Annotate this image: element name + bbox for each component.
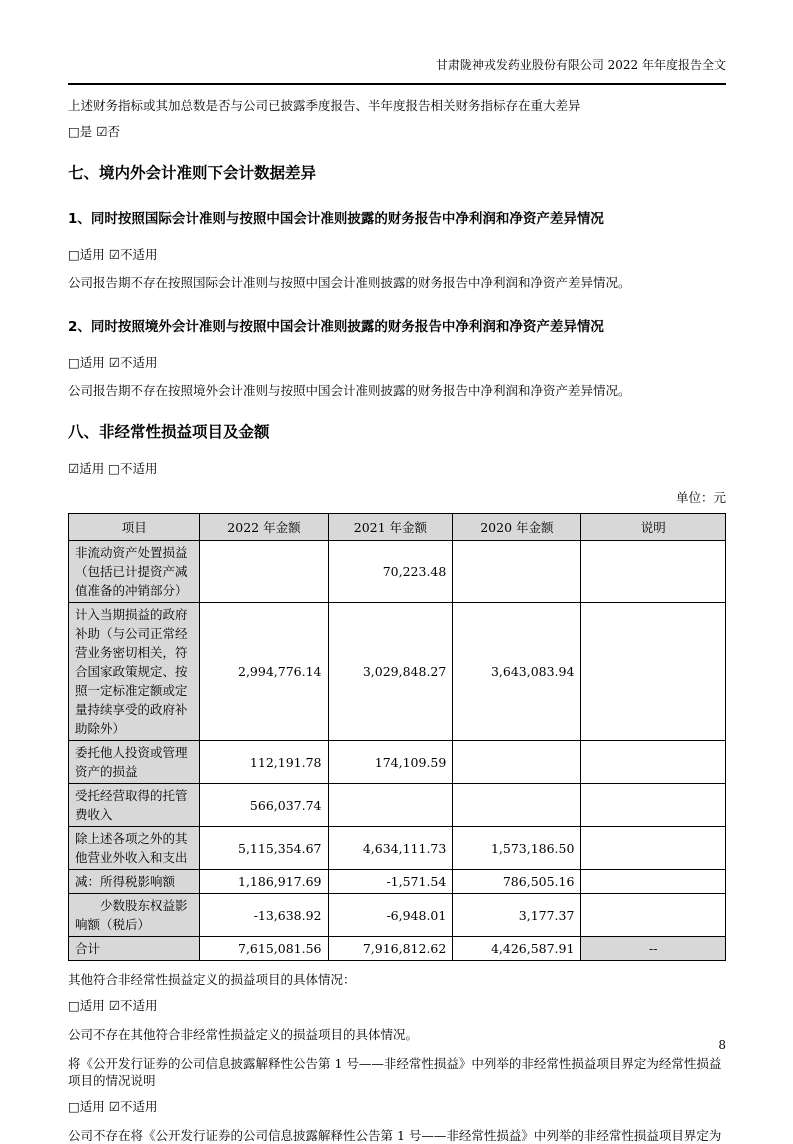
indicator-difference-question: 上述财务指标或其加总数是否与公司已披露季度报告、半年度报告相关财务指标存在重大差异 [68, 98, 581, 113]
amount-cell [453, 541, 581, 603]
amount-cell: 7,615,081.56 [200, 937, 328, 961]
amount-cell: 70,223.48 [328, 541, 453, 603]
unit-label: 单位：元 [675, 490, 726, 505]
page-header [68, 0, 726, 85]
other-items-note: 公司不存在其他符合非经常性损益定义的损益项目的具体情况。 [68, 1027, 419, 1042]
table-total-row [69, 937, 726, 961]
total-note-cell: -- [581, 937, 726, 961]
amount-cell: 3,643,083.94 [453, 603, 581, 741]
section7-sub2-note: 公司报告期不存在按照境外会计准则与按照中国会计准则披露的财务报告中净利润和净资产差异情况。 [68, 383, 631, 398]
header-cell-2020: 2020 年金额 [453, 514, 581, 541]
section7-sub2-heading: 2、同时按照境外会计准则与按照中国会计准则披露的财务报告中净利润和净资产差异情况 [68, 319, 604, 335]
amount-cell: 786,505.16 [453, 870, 581, 894]
amount-cell: -13,638.92 [200, 894, 328, 937]
amount-cell: 112,191.78 [200, 741, 328, 784]
other-items-label: 其他符合非经常性损益定义的损益项目的具体情况： [68, 972, 356, 987]
header-cell-2022: 2022 年金额 [200, 514, 328, 541]
item-cell: 计入当期损益的政府补助（与公司正常经营业务密切相关，符合国家政策规定、按照一定标准定额或定量持续享受的政府补助除外） [69, 603, 200, 741]
other-items-checkboxes: □适用 ☑不适用 [68, 998, 158, 1013]
section8-heading: 八、非经常性损益项目及金额 [68, 423, 270, 441]
item-cell: 减：所得税影响额 [69, 870, 200, 894]
item-cell: 委托他人投资或管理资产的损益 [69, 741, 200, 784]
section7-sub1-checkboxes: □适用 ☑不适用 [68, 247, 158, 262]
item-cell: 非流动资产处置损益（包括已计提资产减值准备的冲销部分） [69, 541, 200, 603]
amount-cell: 5,115,354.67 [200, 827, 328, 870]
amount-cell: 566,037.74 [200, 784, 328, 827]
section7-heading: 七、境内外会计准则下会计数据差异 [68, 164, 317, 182]
section7-sub2-checkboxes: □适用 ☑不适用 [68, 355, 158, 370]
reclassification-label: 将《公开发行证券的公司信息披露解释性公告第 1 号——非经常性损益》中列举的非经常性损益项目界定为经常性损益项目的情况说明 [68, 1056, 722, 1088]
amount-cell: 3,177.37 [453, 894, 581, 937]
amount-cell: 1,573,186.50 [453, 827, 581, 870]
amount-cell [453, 741, 581, 784]
page-number: 8 [718, 1038, 726, 1052]
amount-cell [200, 541, 328, 603]
reclassification-note: 公司不存在将《公开发行证券的公司信息披露解释性公告第 1 号——非经常性损益》中列举的非经常性损益项目界定为 [68, 1128, 722, 1143]
table-row [69, 741, 726, 784]
section7-sub1-heading: 1、同时按照国际会计准则与按照中国会计准则披露的财务报告中净利润和净资产差异情况 [68, 211, 604, 227]
header-cell-note: 说明 [581, 514, 726, 541]
amount-cell: 4,634,111.73 [328, 827, 453, 870]
table-row [69, 603, 726, 741]
section8-checkboxes: ☑适用 □不适用 [68, 461, 158, 476]
amount-cell: -1,571.54 [328, 870, 453, 894]
table-row [69, 541, 726, 603]
item-cell: 除上述各项之外的其他营业外收入和支出 [69, 827, 200, 870]
amount-cell [328, 784, 453, 827]
table-row [69, 827, 726, 870]
amount-cell: 4,426,587.91 [453, 937, 581, 961]
note-cell [581, 827, 726, 870]
amount-cell: 2,994,776.14 [200, 603, 328, 741]
note-cell [581, 541, 726, 603]
report-title: 甘肃陇神戎发药业股份有限公司 2022 年年度报告全文 [435, 58, 726, 72]
item-cell: 少数股东权益影响额（税后） [69, 894, 200, 937]
amount-cell [453, 784, 581, 827]
table-row [69, 870, 726, 894]
amount-cell: 7,916,812.62 [328, 937, 453, 961]
amount-cell: -6,948.01 [328, 894, 453, 937]
header-cell-item: 项目 [69, 514, 200, 541]
note-cell [581, 870, 726, 894]
note-cell [581, 784, 726, 827]
note-cell [581, 603, 726, 741]
table-header-row [69, 514, 726, 541]
yes-no-checkboxes: □是 ☑否 [68, 124, 120, 139]
non-recurring-items-table [68, 513, 726, 961]
reclassification-checkboxes: □适用 ☑不适用 [68, 1099, 158, 1114]
table-row [69, 784, 726, 827]
header-cell-2021: 2021 年金额 [328, 514, 453, 541]
amount-cell: 3,029,848.27 [328, 603, 453, 741]
section7-sub1-note: 公司报告期不存在按照国际会计准则与按照中国会计准则披露的财务报告中净利润和净资产差异情况。 [68, 275, 631, 290]
amount-cell: 1,186,917.69 [200, 870, 328, 894]
amount-cell: 174,109.59 [328, 741, 453, 784]
item-cell: 受托经营取得的托管费收入 [69, 784, 200, 827]
table-row [69, 894, 726, 937]
note-cell [581, 741, 726, 784]
note-cell [581, 894, 726, 937]
total-item-cell: 合计 [69, 937, 200, 961]
